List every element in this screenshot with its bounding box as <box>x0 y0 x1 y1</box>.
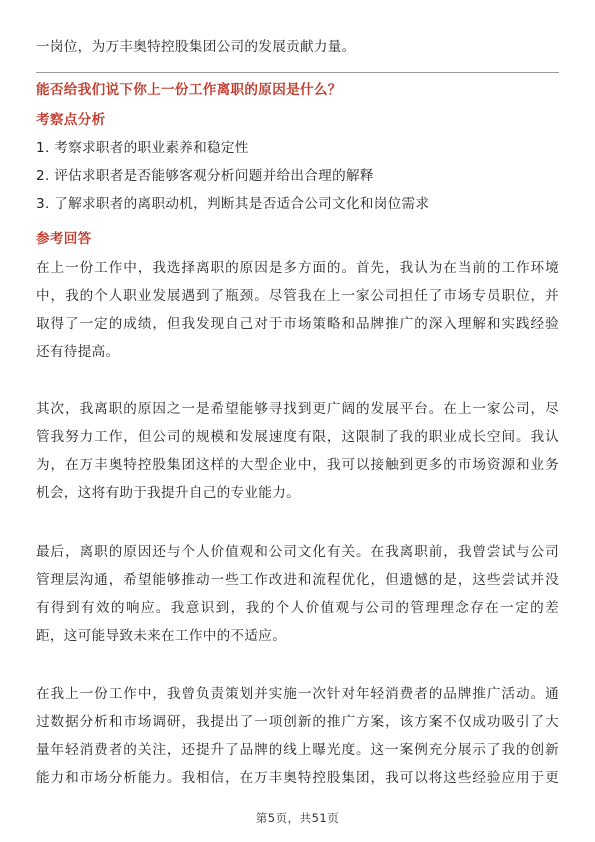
answer-paragraph-line: 过数据分析和市场调研，我提出了一项创新的推广方案，该方案不仅成功吸引了大 <box>36 714 559 730</box>
analysis-point: 2. 评估求职者是否能够客观分析问题并给出合理的解释 <box>36 168 374 184</box>
answer-paragraph-line: 在上一份工作中，我选择离职的原因是多方面的。首先，我认为在当前的工作环境 <box>36 260 559 276</box>
answer-paragraph-line: 其次，我离职的原因之一是希望能够寻找到更广阔的发展平台。在上一家公司，尽 <box>36 401 559 417</box>
answer-paragraph-line: 机会，这将有助于我提升自己的专业能力。 <box>36 485 300 501</box>
intro-tail-text: 一岗位，为万丰奥特控股集团公司的发展贡献力量。 <box>36 39 356 55</box>
analysis-point: 3. 了解求职者的离职动机，判断其是否适合公司文化和岗位需求 <box>36 196 430 212</box>
answer-paragraph-line: 在我上一份工作中，我曾负责策划并实施一次针对年轻消费者的品牌推广活动。通 <box>36 686 559 702</box>
interview-question: 能否给我们说下你上一份工作离职的原因是什么？ <box>36 82 342 98</box>
section-divider <box>36 72 559 73</box>
answer-paragraph-line: 管理层沟通，希望能够推动一些工作改进和流程优化，但遗憾的是，这些尝试并没 <box>36 572 559 588</box>
answer-paragraph-line: 距，这可能导致未来在工作中的不适应。 <box>36 628 287 644</box>
analysis-heading: 考察点分析 <box>36 112 106 128</box>
answer-paragraph-line: 最后，离职的原因还与个人价值观和公司文化有关。在我离职前，我曾尝试与公司 <box>36 544 559 560</box>
answer-paragraph-line: 为，在万丰奥特控股集团这样的大型企业中，我可以接触到更多的市场资源和业务 <box>36 457 559 473</box>
answer-paragraph-line: 还有待提高。 <box>36 344 120 360</box>
answer-heading: 参考回答 <box>36 231 92 247</box>
page-number: 第5页，共51页 <box>255 811 340 825</box>
answer-paragraph-line: 有得到有效的响应。我意识到，我的个人价值观与公司的管理理念存在一定的差 <box>36 600 559 616</box>
answer-paragraph-line: 取得了一定的成绩，但我发现自己对于市场策略和品牌推广的深入理解和实践经验 <box>36 316 559 332</box>
analysis-point: 1. 考察求职者的职业素养和稳定性 <box>36 140 249 156</box>
answer-paragraph-line: 量年轻消费者的关注，还提升了品牌的线上曝光度。这一案例充分展示了我的创新 <box>36 742 559 758</box>
answer-paragraph-line: 管我努力工作，但公司的规模和发展速度有限，这限制了我的职业成长空间。我认 <box>36 429 559 445</box>
answer-paragraph-line: 能力和市场分析能力。我相信，在万丰奥特控股集团，我可以将这些经验应用于更 <box>36 770 559 786</box>
answer-paragraph-line: 中，我的个人职业发展遇到了瓶颈。尽管我在上一家公司担任了市场专员职位，并 <box>36 288 559 304</box>
